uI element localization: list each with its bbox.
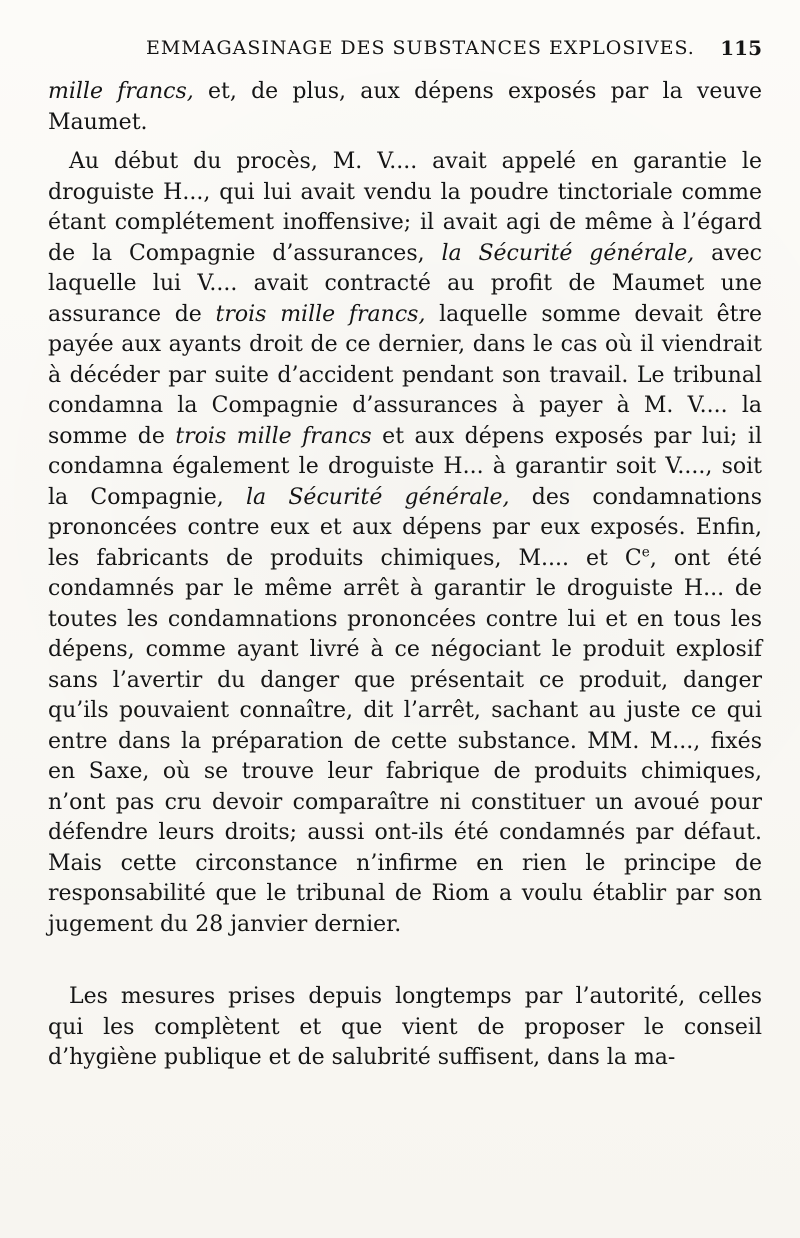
paragraph-text: des condamnations prononcées contre eux et aux dépens par eux exposés. Enfin, les fabricants de produits chimiques, M.... et C <box>48 484 762 571</box>
italic-amount: mille francs, <box>48 79 194 104</box>
italic-amount: trois mille francs, <box>215 301 426 327</box>
paragraph-1 <box>48 77 762 138</box>
italic-company-name: la Sécurité générale, <box>246 484 510 510</box>
italic-company-name: la Sécurité générale, <box>441 240 695 266</box>
body-text <box>48 77 762 1074</box>
paragraph-2 <box>48 147 762 940</box>
page-header <box>48 30 762 74</box>
paragraph-text: laquelle somme devait être payée aux ayants droit de ce dernier, dans le cas où il viendrait à décéder par suite d’accident pendant son travail. Le tribunal condamna la Compagnie d’assurances à payer à M. V.... la somme de <box>48 301 762 449</box>
paragraph-text: Les mesures prises depuis longtemps par l’autorité, celles qui les complètent et que vient de proposer le conseil d’hygiène publique et de salubrité suffisent, dans la ma- <box>48 984 762 1070</box>
paragraph-text: Au début du procès, M. V.... avait appelé en garantie le droguiste H..., qui lui avait vendu la poudre tinctoriale comme étant complétement inoffensive; il avait agi de même à l’égard de la Compagnie d’assurances, <box>48 149 762 266</box>
italic-amount: trois mille francs <box>175 423 372 449</box>
running-title: EMMAGASINAGE DES SUBSTANCES EXPLOSIVES. <box>146 37 695 59</box>
paragraph-3 <box>48 982 762 1074</box>
paragraph-text: et aux dépens exposés par lui; il condamna également le droguiste H... à garantir soit V...., soit la Compagnie, <box>48 423 762 510</box>
paragraph-text: avec laquelle lui V.... avait contracté au profit de Maumet une assurance de <box>48 240 762 327</box>
paragraph-text: , ont été condamnés par le même arrêt à garantir le droguiste H... de toutes les condamnations prononcées contre lui et en tous les dépens, comme ayant livré à ce négociant le produit explosif sans l’avertir du danger que présentait ce produit, danger qu’ils pouvaient connaître, dit l’arrêt, sachant au juste ce qui entre dans la préparation de cette substance. MM. M..., fixés en Saxe, où se trouve leur fabrique de produits chimiques, n’ont pas cru devoir comparaître ni constituer un avoué pour défendre leurs droits; aussi ont-ils été condamnés par défaut. Mais cette circonstance n’infirme en rien le principe de responsabilité que le tribunal de Riom a voulu établir par son jugement du 28 janvier dernier. <box>48 545 762 937</box>
superscript-e: e <box>641 544 650 561</box>
paragraph-text: et, de plus, aux dépens exposés par la veuve Maumet. <box>48 79 762 135</box>
page-number: 115 <box>720 36 762 60</box>
